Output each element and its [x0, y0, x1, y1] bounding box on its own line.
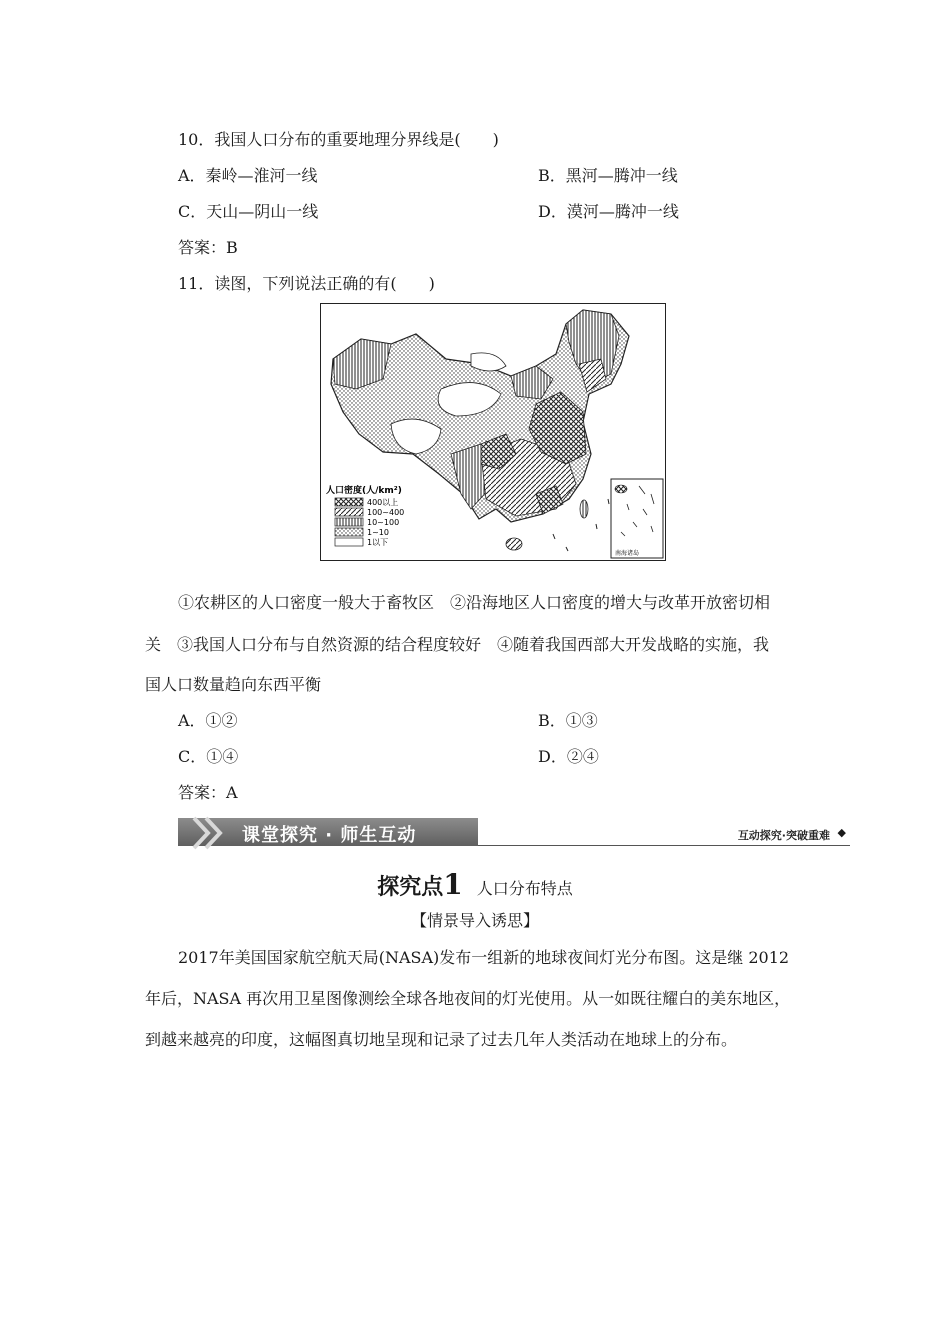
banner-rule: [478, 845, 850, 846]
section-banner: [178, 816, 850, 850]
china-population-density-map: [320, 303, 666, 561]
section-number: 1: [443, 868, 463, 901]
legend-item-1: 400以上: [367, 498, 399, 507]
q10-option-b: B．黑河—腾冲一线: [538, 166, 678, 185]
q10-option-a: A．秦岭—淮河一线: [178, 166, 318, 185]
q11-option-d: D．②④: [538, 747, 599, 766]
q11-answer: 答案：A: [178, 783, 238, 802]
legend-item-5: 1以下: [367, 538, 389, 547]
q10-answer: 答案：B: [178, 238, 238, 257]
section-title: 人口分布特点: [476, 879, 573, 898]
q11-option-b: B．①③: [538, 711, 598, 730]
banner-title: 课堂探究 · 师生互动: [242, 825, 417, 846]
q11-option-c: C．①④: [178, 747, 239, 766]
map-region-sparse-north: [471, 353, 506, 371]
section-heading: [0, 868, 950, 901]
question-11-stem: 11．读图，下列说法正确的有( ): [178, 274, 435, 293]
map-legend: [326, 484, 404, 547]
inset-label: 南海诸岛: [615, 550, 640, 557]
section-label: 探究点: [377, 875, 444, 900]
intro-line-1: 2017年美国国家航空航天局(NASA)发布一组新的地球夜间灯光分布图。这是继 2012: [178, 948, 790, 967]
chevron-decoration-icon: [192, 816, 240, 850]
section-subheading: 【情景导入诱思】: [410, 911, 539, 930]
q10-option-c: C．天山—阴山一线: [178, 202, 319, 221]
map-taiwan: [580, 500, 588, 518]
banner-subtitle: 互动探究·突破重难: [737, 829, 830, 842]
diamond-icon: ◆: [837, 826, 846, 839]
statement-line-1: ①农耕区的人口密度一般大于畜牧区 ②沿海地区人口密度的增大与改革开放密切相: [178, 593, 771, 612]
q10-option-d: D．漠河—腾冲一线: [538, 202, 679, 221]
statement-line-3: 国人口数量趋向东西平衡: [145, 675, 322, 694]
legend-item-4: 1~10: [367, 528, 389, 537]
q11-option-a: A．①②: [178, 711, 238, 730]
statement-line-2: 关 ③我国人口分布与自然资源的结合程度较好 ④随着我国西部大开发战略的实施，我: [145, 635, 770, 654]
intro-line-3: 到越来越亮的印度，这幅图真切地呈现和记录了过去几年人类活动在地球上的分布。: [145, 1030, 738, 1049]
legend-item-3: 10~100: [367, 518, 400, 527]
legend-title: 人口密度(人/km²): [326, 486, 402, 496]
map-svg: [321, 304, 664, 559]
legend-item-2: 100~400: [367, 508, 405, 517]
map-hainan: [506, 538, 522, 550]
question-10-stem: 10．我国人口分布的重要地理分界线是( ): [178, 130, 499, 149]
south-china-sea-inset: [611, 479, 663, 558]
intro-line-2: 年后，NASA 再次用卫星图像测绘全球各地夜间的灯光使用。从一如既往耀白的美东地区，: [145, 989, 791, 1008]
